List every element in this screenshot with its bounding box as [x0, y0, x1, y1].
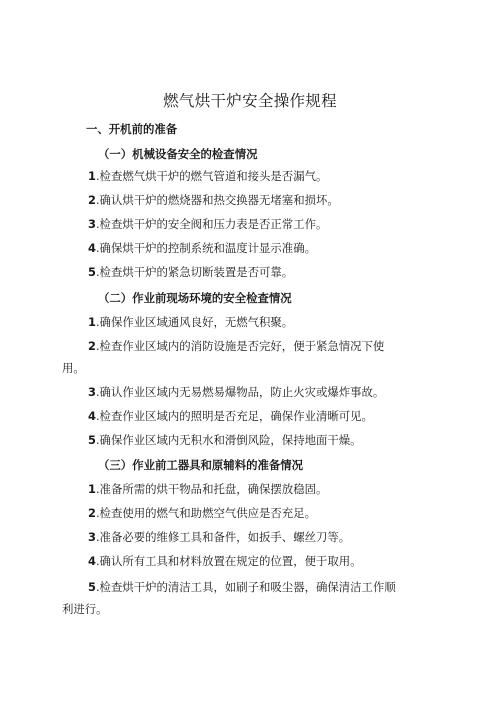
list-item — [88, 215, 327, 233]
item-number: 5 — [88, 433, 96, 447]
list-item — [88, 167, 327, 185]
item-number: 4 — [88, 554, 96, 568]
item-text: .确认所有工具和材料放置在规定的位置，便于取用。 — [95, 554, 362, 568]
list-item — [88, 552, 362, 570]
item-text: .检查烘干炉的紧急切断装置是否可靠。 — [95, 265, 294, 279]
item-continuation: 利进行。 — [62, 602, 108, 616]
list-item — [88, 313, 293, 331]
list-item — [88, 263, 293, 281]
item-number: 5 — [88, 265, 96, 279]
list-item — [88, 480, 327, 498]
section-heading: 一、开机前的准备 — [86, 122, 178, 136]
list-item — [88, 431, 362, 449]
item-number: 2 — [88, 339, 96, 353]
list-item — [88, 383, 384, 401]
item-text: .确保作业区域内无积水和滑倒风险，保持地面干燥。 — [95, 433, 362, 447]
list-item — [88, 578, 396, 596]
item-text: .确保作业区域通风良好，无燃气积聚。 — [95, 315, 294, 329]
item-text: .检查作业区域内的照明是否充足，确保作业清晰可见。 — [95, 409, 373, 423]
item-continuation: 用。 — [62, 361, 85, 375]
item-text: .检查烘干炉的清洁工具，如刷子和吸尘器，确保清洁工作顺 — [95, 580, 396, 594]
list-item — [88, 504, 316, 522]
list-item — [88, 191, 339, 209]
item-number: 3 — [88, 217, 96, 231]
item-number: 1 — [88, 482, 96, 496]
item-number: 1 — [88, 315, 96, 329]
item-text: .准备必要的维修工具和备件，如扳手、螺丝刀等。 — [95, 530, 351, 544]
item-text: .检查作业区域内的消防设施是否完好，便于紧急情况下使 — [95, 339, 385, 353]
item-number: 2 — [88, 193, 96, 207]
item-text: .检查使用的燃气和助燃空气供应是否充足。 — [95, 506, 316, 520]
list-item — [88, 337, 384, 355]
item-number: 2 — [88, 506, 96, 520]
subsection-heading: （三）作业前工器具和原辅料的准备情况 — [98, 458, 304, 472]
item-text: .确保烘干炉的控制系统和温度计显示准确。 — [95, 241, 316, 255]
subsection-heading: （一）机械设备安全的检查情况 — [98, 147, 258, 161]
document-title: 燃气烘干炉安全操作规程 — [163, 92, 337, 110]
list-item — [88, 407, 373, 425]
item-number: 3 — [88, 530, 96, 544]
item-text: .准备所需的烘干物品和托盘，确保摆放稳固。 — [95, 482, 328, 496]
item-text: .检查燃气烘干炉的燃气管道和接头是否漏气。 — [95, 169, 328, 183]
item-number: 4 — [88, 409, 96, 423]
item-text: .确认烘干炉的燃烧器和热交换器无堵塞和损坏。 — [95, 193, 339, 207]
list-item — [88, 528, 350, 546]
list-item — [88, 239, 316, 257]
item-text: .检查烘干炉的安全阀和压力表是否正常工作。 — [95, 217, 328, 231]
item-number: 5 — [88, 580, 96, 594]
item-number: 3 — [88, 385, 96, 399]
subsection-heading: （二）作业前现场环境的安全检查情况 — [98, 291, 292, 305]
item-number: 1 — [88, 169, 96, 183]
item-text: .确认作业区域内无易燃易爆物品，防止火灾或爆炸事故。 — [95, 385, 385, 399]
item-number: 4 — [88, 241, 96, 255]
